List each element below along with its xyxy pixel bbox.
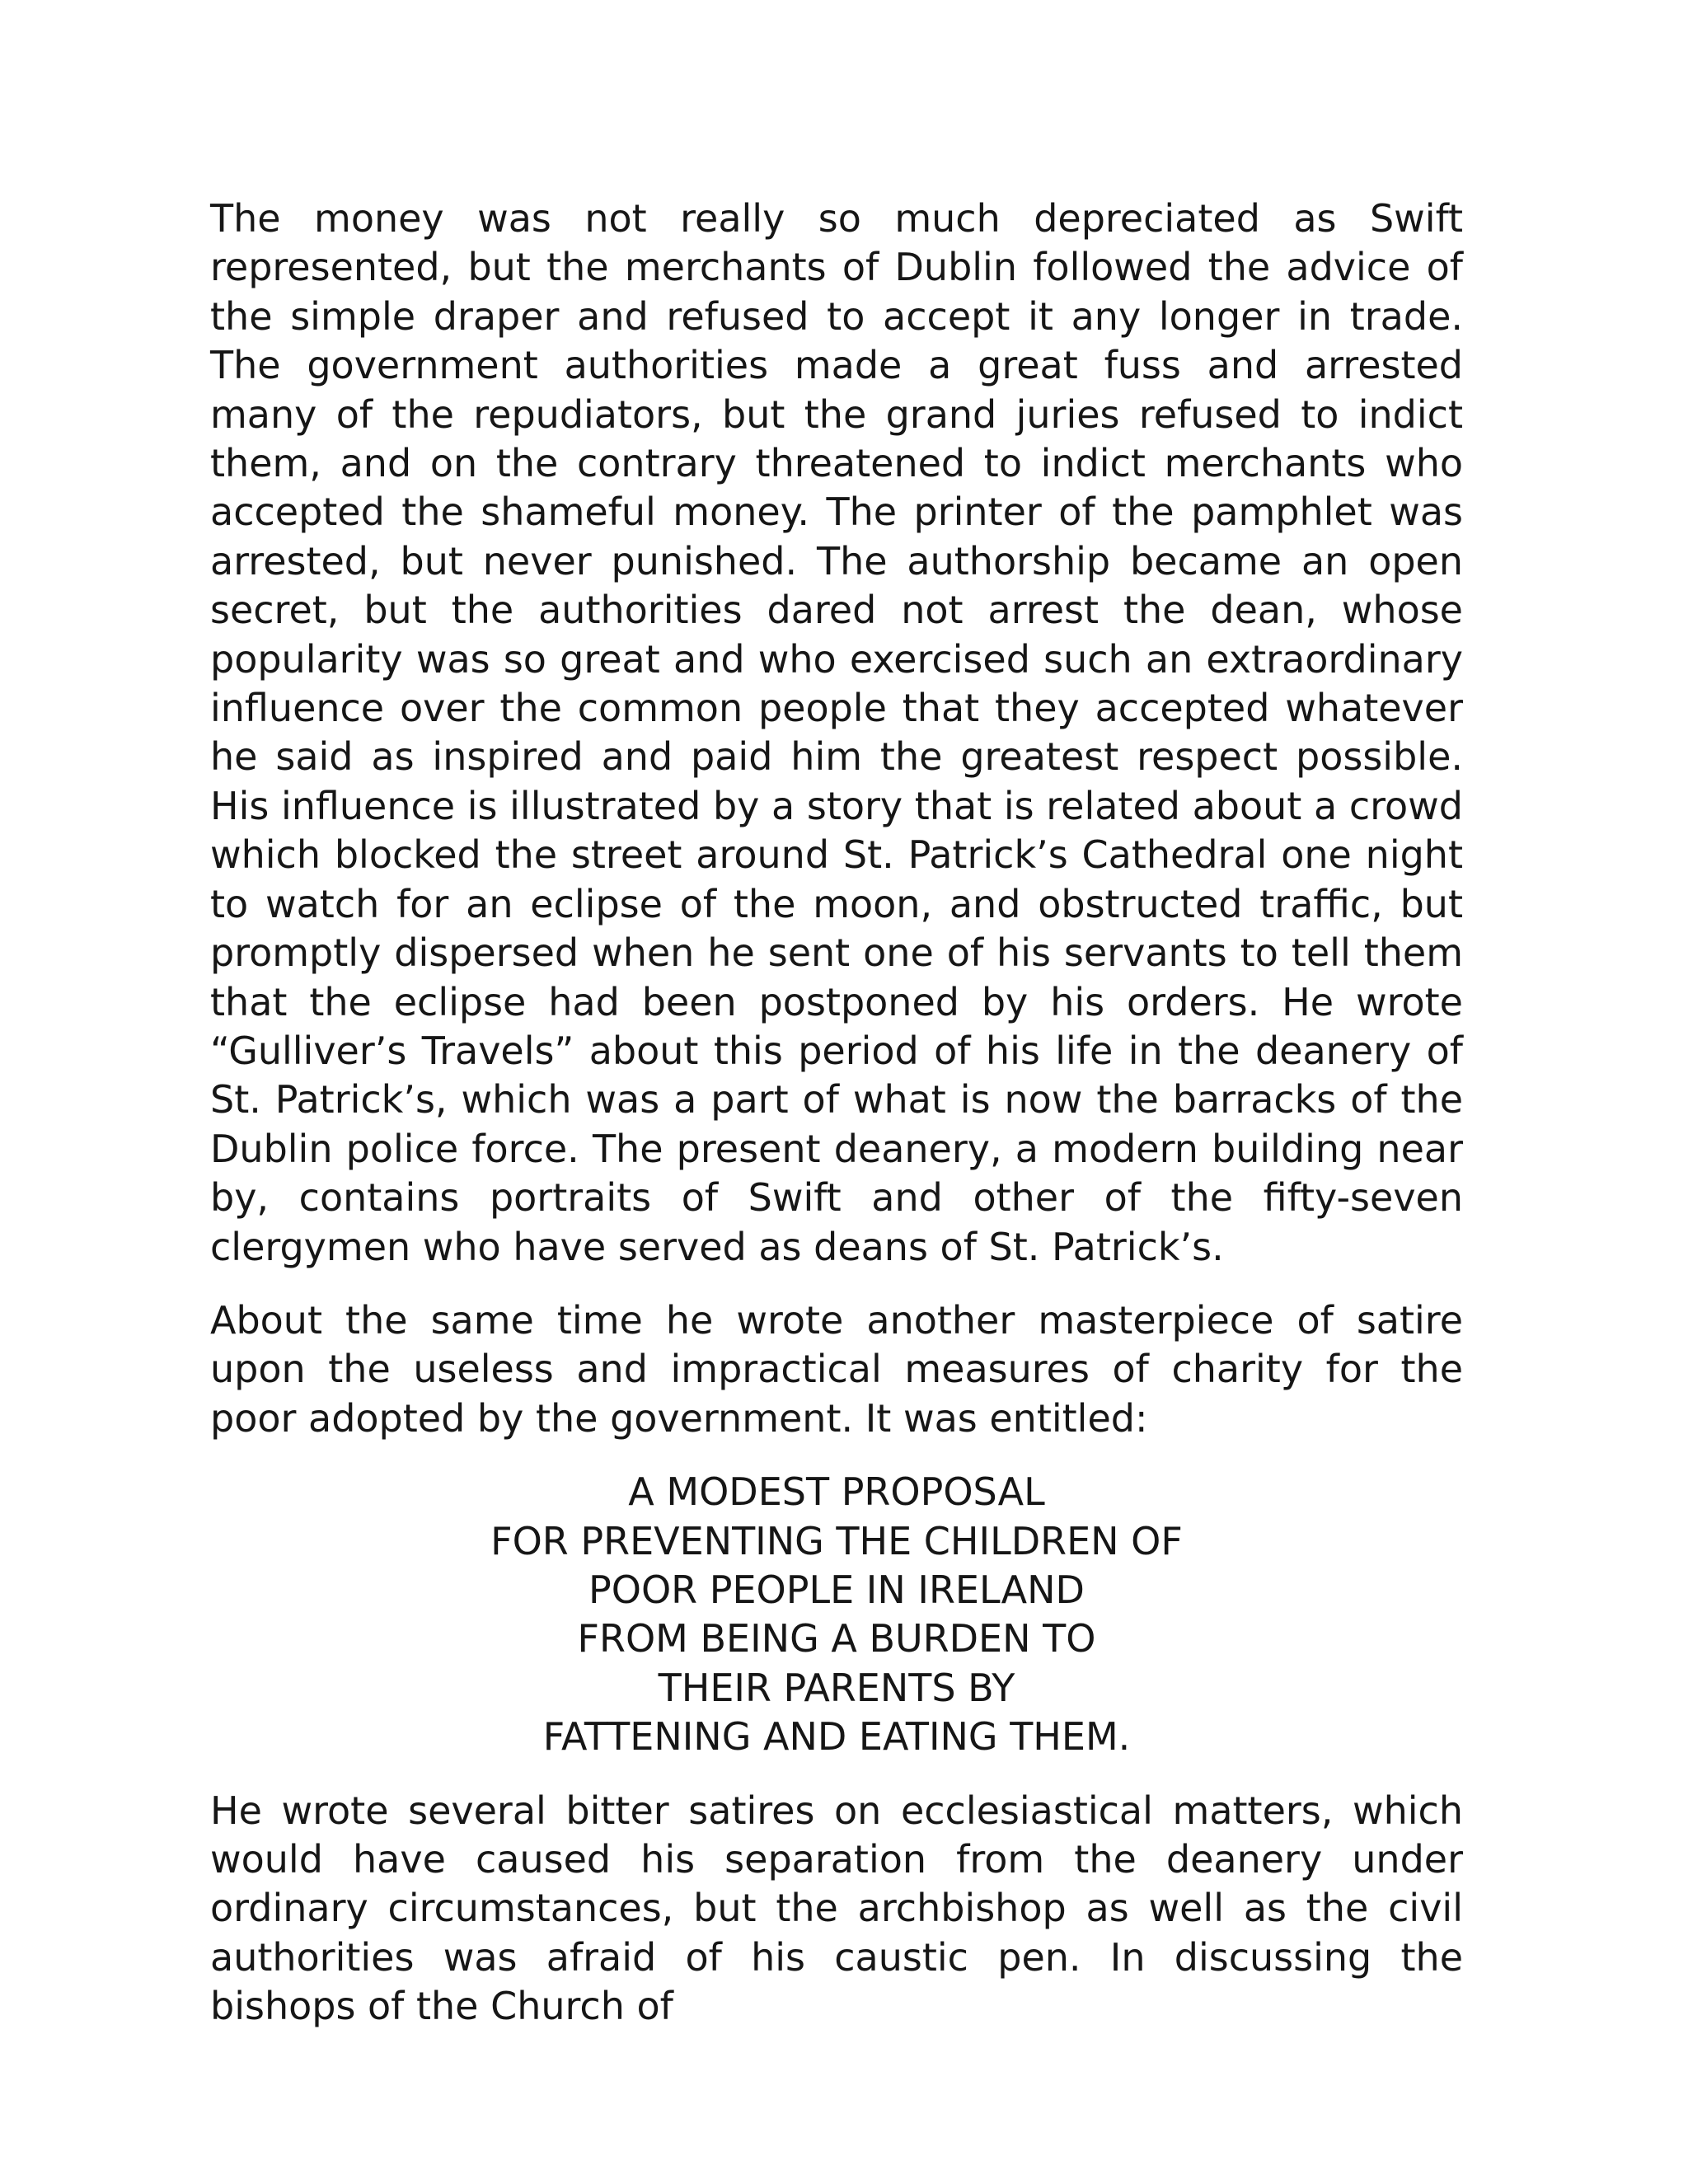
title-line-2: FOR PREVENTING THE CHILDREN OF (490, 1518, 1183, 1563)
title-line-1: A MODEST PROPOSAL (628, 1469, 1045, 1515)
pamphlet-title (210, 1468, 1463, 1761)
title-line-5: THEIR PARENTS BY (658, 1665, 1015, 1710)
document-page (210, 194, 1463, 2032)
paragraph-3: He wrote several bitter satires on ecclesiastical matters, which would have caused his separation from the deanery under ordinary circumstances, but the archbishop as well as the civil authorities was afraid of his caustic pen. In discussing the bishops of the Church of (210, 1788, 1463, 2029)
paragraph-1: The money was not really so much depreciated as Swift represented, but the merchants of Dublin followed the advice of the simple draper and refused to accept it any longer in trade. The government authorities made a great fuss and arrested many of the repudiators, but the grand juries refused to indict them, and on the contrary threatened to indict merchants who accepted the shameful money. The printer of the pamphlet was arrested, but never punished. The authorship became an open secret, but the authorities dared not arrest the dean, whose popularity was so great and who exercised such an extraordinary influence over the common people that they accepted whatever he said as inspired and paid him the greatest respect possible. His influence is illustrated by a story that is related about a crowd which blocked the street around St. Patrick’s Cathedral one night to watch for an eclipse of the moon, and obstructed traffic, but promptly dispersed when he sent one of his servants to tell them that the eclipse had been postponed by his orders. He wrote “Gulliver’s Travels” about this period of his life in the deanery of St. Patrick’s, which was a part of what is now the barracks of the Dublin police force. The present deanery, a modern building near by, contains portraits of Swift and other of the fifty-seven clergymen who have served as deans of St. Patrick’s. (210, 196, 1463, 1269)
title-line-6: FATTENING AND EATING THEM. (542, 1714, 1131, 1760)
title-line-4: FROM BEING A BURDEN TO (577, 1616, 1096, 1661)
paragraph-2: About the same time he wrote another masterpiece of satire upon the useless and impractical measures of charity for the poor adopted by the government. It was entitled: (210, 1297, 1463, 1441)
title-line-3: POOR PEOPLE IN IRELAND (588, 1567, 1085, 1612)
